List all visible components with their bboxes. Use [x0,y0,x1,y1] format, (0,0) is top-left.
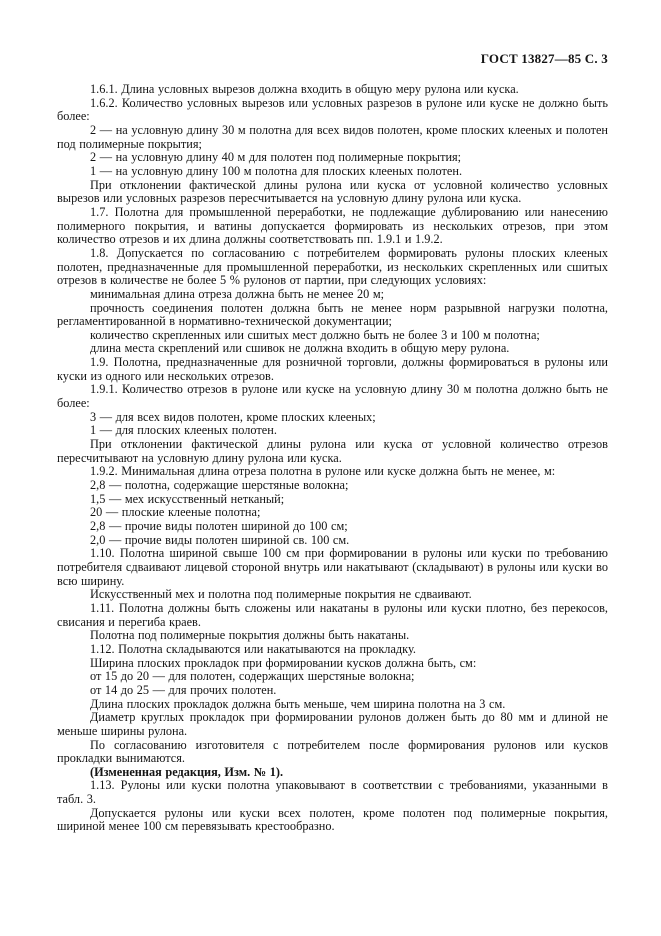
paragraph: минимальная длина отреза должна быть не менее 20 м; [90,286,385,301]
paragraph: 2,8 — полотна, содержащие шерстяные волокна; [90,478,349,493]
paragraph: 2 — на условную длину 30 м полотна для всех видов полотен, кроме плоских клееных и полотен под полимерные покрытия; [57,122,608,151]
paragraph: длина места скреплений или сшивок не должна входить в общую меру рулона. [90,341,510,356]
paragraph: Искусственный мех и полотна под полимерные покрытия не сдваивают. [90,587,472,602]
paragraph: 1 — на условную длину 100 м полотна для плоских клееных полотен. [90,163,463,178]
paragraph: 1 — для плоских клееных полотен. [90,423,277,438]
paragraph: Допускается рулоны или куски всех полотен, кроме полотен под полимерные покрытия, шириной менее 100 см перевязывать крестообразно. [57,805,608,834]
paragraph: 2 — на условную длину 40 м для полотен под полимерные покрытия; [90,150,462,165]
paragraph: 1.6.1. Длина условных вырезов должна входить в общую меру рулона или куска. [90,82,519,96]
paragraph: 1.13. Рулоны или куски полотна упаковывают в соответствии с требованиями, указанными в табл. 3. [57,778,608,807]
paragraph: 1.9.1. Количество отрезов в рулоне или куске на условную длину 30 м полотна должно быть не более: [57,382,608,411]
paragraph: 2,8 — прочие виды полотен шириной до 100 см; [90,519,348,533]
paragraph: (Измененная редакция, Изм. № 1). [90,764,284,779]
paragraph: 1,5 — мех искусственный нетканый; [90,491,285,506]
paragraph: от 15 до 20 — для полотен, содержащих шерстяные волокна; [90,669,415,684]
paragraph: 1.10. Полотна шириной свыше 100 см при формировании в рулоны или куски по требованию потребителя сдваивают лицевой стороной внутрь или накатывают (складывают) в рулоны или куски во всю ширину. [57,546,608,588]
paragraph: прочность соединения полотен должна быть не менее норм разрывной нагрузки полотна, регламентированной в нормативно-технической документации; [57,300,608,329]
paragraph: Полотна под полимерные покрытия должны быть накатаны. [90,628,410,643]
paragraph: 1.11. Полотна должны быть сложены или накатаны в рулоны или куски плотно, без перекосов, свисания и перегиба краев. [57,600,608,629]
paragraph: 20 — плоские клееные полотна; [90,505,261,520]
paragraph: Длина плоских прокладок должна быть меньше, чем ширина полотна на 3 см. [90,696,506,711]
paragraph: 1.9. Полотна, предназначенные для розничной торговли, должны формироваться в рулоны или куски из одного или нескольких отрезов. [57,355,608,383]
paragraph: 1.6.2. Количество условных вырезов или условных разрезов в рулоне или куске не должно быть более: [57,95,608,124]
paragraph: 1.12. Полотна складываются или накатываются на прокладку. [90,641,416,656]
paragraph: Ширина плоских прокладок при формировании кусков должна быть, см: [90,655,477,670]
paragraph: По согласованию изготовителя с потребителем после формирования рулонов или кусков прокладки вынимаются. [57,737,608,766]
page-header: ГОСТ 13827—85 С. 3 [480,51,608,66]
paragraph: 1.7. Полотна для промышленной переработки, не подлежащие дублированию или нанесению полимерного покрытия, и ватины допускается формировать из нескольких отрезов, при этом количество отрезов и их длина должны соответствовать пп. 1.9.1 и 1.9.2. [57,204,608,247]
paragraph: количество скрепленных или сшитых мест должно быть не более 3 и 100 м полотна; [90,327,540,342]
paragraph: Диаметр круглых прокладок при формировании рулонов должен быть до 80 мм и длиной не меньше ширины рулона. [57,710,608,738]
paragraph: 1.8. Допускается по согласованию с потребителем формировать рулоны плоских клееных полотен, предназначенные для промышленной переработки, из нескольких скрепленных или сшитых отрезов в количестве не более 5 % рулонов от партии, при следующих условиях: [57,245,608,288]
paragraph: При отклонении фактической длины рулона или куска от условной количество отрезов пересчитывают на условную длину рулона или куска. [57,437,608,465]
paragraph: При отклонении фактической длины рулона или куска от условной количество условных вырезов или условных разрезов пересчитывается на условную длину рулона или куска. [57,177,608,206]
document-body [57,83,608,834]
paragraph: 1.9.2. Минимальная длина отреза полотна в рулоне или куске должна быть не менее, м: [90,464,556,479]
paragraph: 3 — для всех видов полотен, кроме плоских клееных; [90,409,376,424]
paragraph: от 14 до 25 — для прочих полотен. [90,682,277,697]
paragraph: 2,0 — прочие виды полотен шириной св. 100 см. [90,532,350,547]
